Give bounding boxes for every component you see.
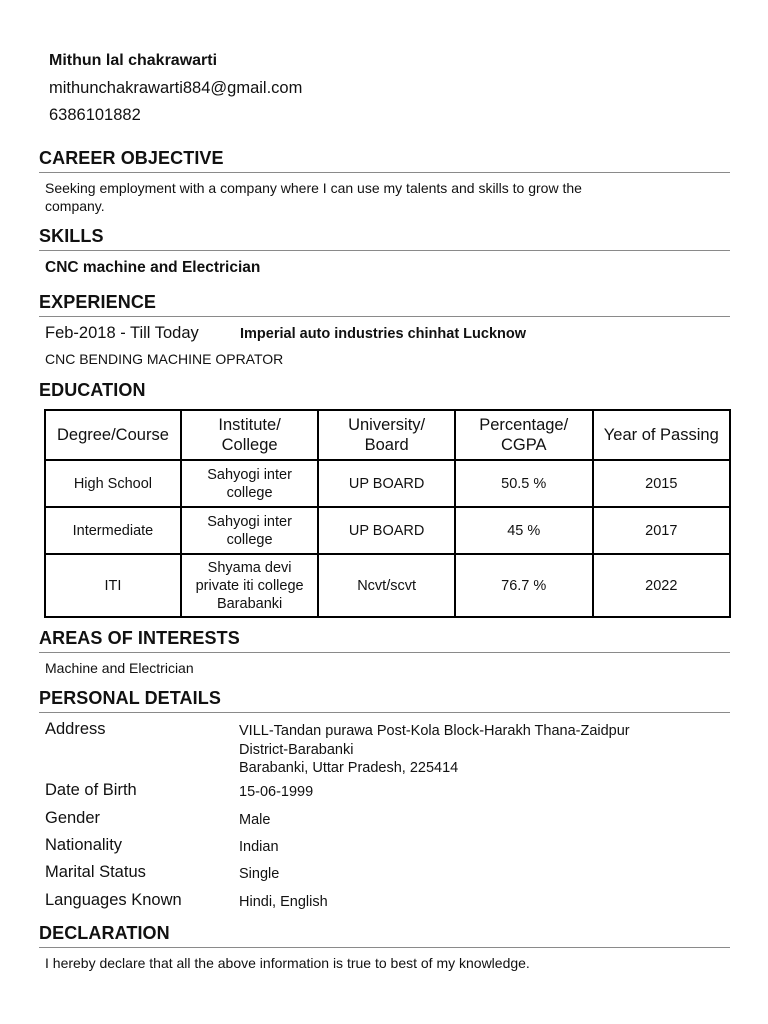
experience-company: Imperial auto industries chinhat Lucknow	[240, 326, 527, 342]
candidate-name: Mithun lal chakrawarti	[49, 52, 218, 69]
education-table	[44, 409, 731, 618]
education-table-header-row	[45, 410, 730, 460]
languages-label: Languages Known	[45, 891, 182, 909]
institute-cell: Sahyogi inter college	[181, 507, 318, 554]
dob-label: Date of Birth	[45, 781, 137, 799]
degree-cell: Intermediate	[45, 507, 181, 554]
personal-details-heading: PERSONAL DETAILS	[39, 688, 221, 708]
address-line-3: Barabanki, Uttar Pradesh, 225414	[239, 760, 459, 776]
year-cell: 2015	[593, 460, 730, 507]
institute-cell: Shyama devi private iti college Barabanki	[181, 554, 318, 617]
address-label: Address	[45, 720, 106, 738]
year-cell: 2022	[593, 554, 730, 617]
column-header-percentage: Percentage/ CGPA	[455, 410, 593, 460]
column-header-board: University/ Board	[318, 410, 455, 460]
board-cell: UP BOARD	[318, 460, 455, 507]
declaration-divider	[39, 947, 730, 948]
column-header-year: Year of Passing	[593, 410, 730, 460]
table-row	[45, 507, 730, 554]
career-objective-text	[45, 179, 582, 215]
declaration-heading: DECLARATION	[39, 923, 170, 943]
year-cell: 2017	[593, 507, 730, 554]
degree-cell: ITI	[45, 554, 181, 617]
candidate-email: mithunchakrawarti884@gmail.com	[49, 79, 303, 97]
candidate-phone: 6386101882	[49, 106, 141, 124]
skills-text: CNC machine and Electrician	[45, 259, 261, 276]
nationality-label: Nationality	[45, 836, 123, 854]
career-objective-line-1: Seeking employment with a company where I can use my talents and skills to grow the	[45, 180, 582, 196]
skills-divider	[39, 250, 730, 251]
table-row	[45, 554, 730, 617]
languages-value: Hindi, English	[239, 894, 328, 910]
institute-cell: Sahyogi inter college	[181, 460, 318, 507]
nationality-value: Indian	[239, 839, 279, 855]
interests-text: Machine and Electrician	[45, 660, 194, 676]
address-line-2: District-Barabanki	[239, 741, 354, 758]
board-cell: Ncvt/scvt	[318, 554, 455, 617]
marital-status-label: Marital Status	[45, 863, 146, 881]
gender-value: Male	[239, 812, 271, 828]
address-line-1: VILL-Tandan purawa Post-Kola Block-Harakh Thana-Zaidpur	[239, 723, 630, 739]
career-objective-divider	[39, 172, 730, 173]
column-header-degree: Degree/Course	[45, 410, 181, 460]
percentage-cell: 76.7 %	[455, 554, 593, 617]
interests-heading: AREAS OF INTERESTS	[39, 628, 240, 648]
education-heading: EDUCATION	[39, 380, 146, 400]
experience-heading: EXPERIENCE	[39, 292, 157, 312]
experience-role: CNC BENDING MACHINE OPRATOR	[45, 351, 284, 367]
personal-details-divider	[39, 712, 730, 713]
board-cell: UP BOARD	[318, 507, 455, 554]
declaration-text: I hereby declare that all the above information is true to best of my knowledge.	[45, 955, 530, 971]
address-value	[239, 722, 630, 778]
degree-cell: High School	[45, 460, 181, 507]
column-header-institute: Institute/ College	[181, 410, 318, 460]
experience-divider	[39, 316, 730, 317]
interests-divider	[39, 652, 730, 653]
gender-label: Gender	[45, 809, 101, 827]
experience-period: Feb-2018 - Till Today	[45, 324, 199, 342]
percentage-cell: 50.5 %	[455, 460, 593, 507]
marital-status-value: Single	[239, 866, 280, 882]
career-objective-heading: CAREER OBJECTIVE	[39, 148, 224, 168]
career-objective-line-2: company.	[45, 198, 105, 214]
table-row	[45, 460, 730, 507]
dob-value: 15-06-1999	[239, 784, 314, 800]
percentage-cell: 45 %	[455, 507, 593, 554]
skills-heading: SKILLS	[39, 226, 104, 246]
